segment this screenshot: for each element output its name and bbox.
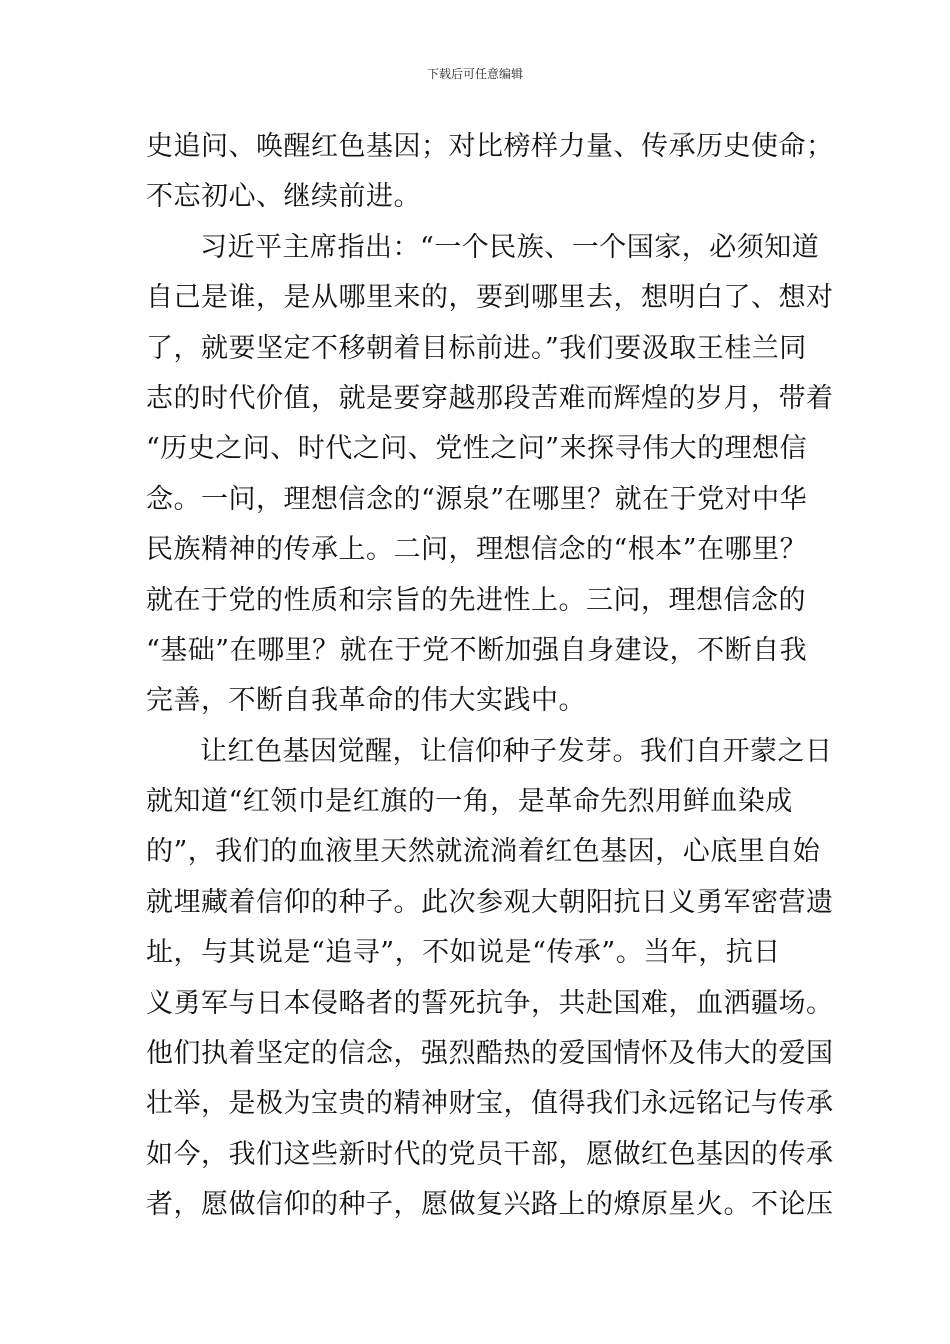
text-line: 民族精神的传承上。二问，理想信念的“根本”在哪里？	[146, 534, 808, 566]
text-line: 完善，不断自我革命的伟大实践中。	[146, 685, 586, 717]
paragraph-start-line: 习近平主席指出：“一个民族、一个国家，必须知道	[200, 231, 820, 263]
text-line: “基础”在哪里？就在于党不断加强自身建设，不断自我	[146, 634, 808, 666]
text-line: 自己是谁，是从哪里来的，要到哪里去，想明白了、想对	[146, 282, 834, 314]
text-line: 义勇军与日本侵略者的誓死抗争，共赴国难，血洒疆场。	[146, 987, 834, 1019]
document-body	[146, 122, 834, 1231]
text-line: 如今，我们这些新时代的党员干部，愿做红色基因的传承	[146, 1138, 834, 1170]
text-line: 他们执着坚定的信念，强烈酷热的爱国情怀及伟大的爱国	[146, 1038, 834, 1070]
text-line: 就在于党的性质和宗旨的先进性上。三问，理想信念的	[146, 584, 806, 616]
text-line: 就知道“红领巾是红旗的一角，是革命先烈用鲜血染成	[146, 786, 793, 818]
text-line: 了，就要坚定不移朝着目标前进。”我们要汲取王桂兰同	[146, 332, 807, 364]
text-line: 的”，我们的血液里天然就流淌着红色基因，心底里自始	[146, 836, 821, 868]
text-line: 史追问、唤醒红色基因；对比榜样力量、传承历史使命；	[146, 131, 834, 162]
text-line: 就埋藏着信仰的种子。此次参观大朝阳抗日义勇军密营遗	[146, 886, 834, 918]
page-header: 下载后可任意编辑	[426, 67, 523, 81]
text-line: 念。一问，理想信念的“源泉”在哪里？就在于党对中华	[146, 483, 808, 515]
text-line: 不忘初心、继续前进。	[146, 181, 421, 213]
text-line: 志的时代价值，就是要穿越那段苦难而辉煌的岁月，带着	[146, 382, 834, 414]
text-line: 壮举，是极为宝贵的精神财宝，值得我们永远铭记与传承	[146, 1088, 834, 1120]
text-line: 者，愿做信仰的种子，愿做复兴路上的燎原星火。不论压	[146, 1189, 834, 1221]
paragraph-start-line: 让红色基因觉醒，让信仰种子发芽。我们自开蒙之日	[200, 735, 833, 767]
text-line: “历史之问、时代之问、党性之问”来探寻伟大的理想信	[146, 433, 808, 465]
text-line: 址，与其说是“追寻”，不如说是“传承”。当年，抗日	[146, 937, 781, 969]
